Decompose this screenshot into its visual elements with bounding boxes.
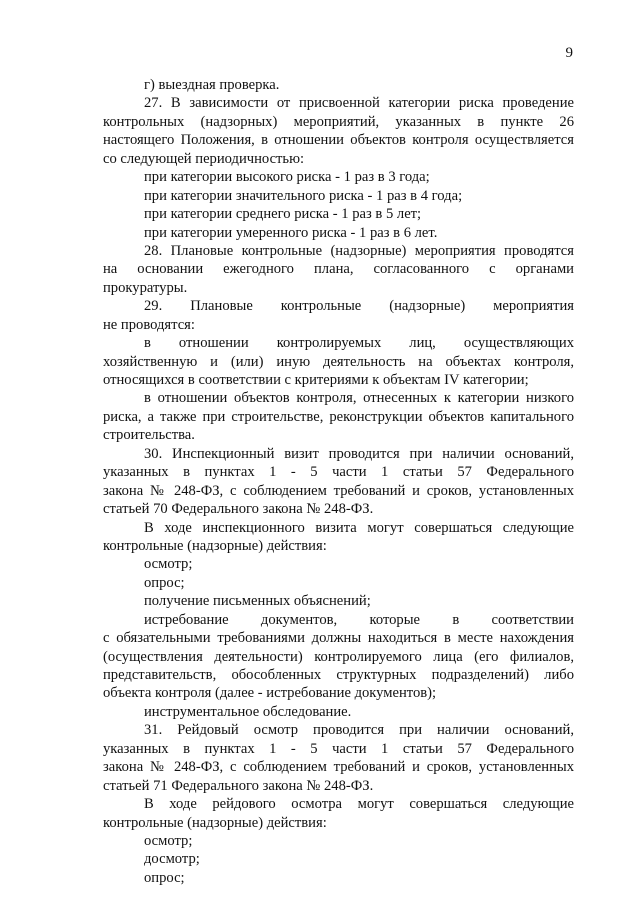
text-line: 31. Рейдовый осмотр проводится при наличии оснований, [144, 722, 574, 739]
text-line: получение письменных объяснений; [144, 593, 371, 610]
text-line: при категории значительного риска - 1 раз в 4 года; [144, 187, 463, 204]
text-line: риска, а также при строительстве, реконструкции объектов капитального [103, 408, 574, 425]
text-line: истребование документов, которые в соответствии [144, 611, 574, 628]
text-line: В ходе рейдового осмотра могут совершаться следующие [144, 796, 574, 813]
text-line: г) выездная проверка. [144, 77, 280, 93]
text-line: указанных в пунктах 1 - 5 части 1 статьи 57 Федерального [103, 464, 574, 481]
text-line: досмотр; [144, 851, 200, 868]
text-line: со следующей периодичностью: [103, 150, 305, 167]
text-line: строительства. [103, 427, 195, 444]
text-line: опрос; [144, 574, 185, 591]
text-line: прокуратуры. [103, 279, 188, 296]
text-line: В ходе инспекционного визита могут совершаться следующие [144, 519, 574, 536]
text-line: инструментальное обследование. [144, 703, 352, 720]
text-line: 28. Плановые контрольные (надзорные) мероприятия проводятся [144, 242, 574, 259]
text-line: 27. В зависимости от присвоенной категории риска проведение [144, 95, 574, 112]
text-line: осмотр; [144, 832, 193, 849]
text-line: относящихся в соответствии с критериями к объектам IV категории; [103, 372, 529, 388]
text-line: 30. Инспекционный визит проводится при наличии оснований, [144, 445, 574, 462]
text-line: в отношении объектов контроля, отнесенных к категории низкого [144, 390, 574, 407]
text-line: при категории умеренного риска - 1 раз в 6 лет. [144, 224, 438, 241]
text-line: статьей 70 Федерального закона № 248-ФЗ. [103, 501, 374, 518]
text-line: закона № 248-ФЗ, с соблюдением требований и сроков, установленных [103, 759, 574, 776]
text-line: объекта контроля (далее - истребование документов); [103, 685, 437, 702]
text-line: 29. Плановые контрольные (надзорные) мероприятия [144, 298, 574, 315]
text-line: контрольные (надзорные) действия: [103, 537, 327, 554]
text-line: хозяйственную и (или) иную деятельность на объектах контроля, [103, 353, 574, 370]
text-line: осмотр; [144, 556, 193, 573]
text-line: при категории высокого риска - 1 раз в 3 года; [144, 169, 430, 186]
text-line: контрольные (надзорные) действия: [103, 814, 327, 831]
text-line: на основании ежегодного плана, согласованного с органами [103, 261, 574, 278]
text-line: (осуществления деятельности) контролируемого лица (его филиалов, [103, 648, 574, 665]
text-line: контрольных (надзорных) мероприятий, указанных в пункте 26 [103, 113, 574, 130]
text-line: настоящего Положения, в отношении объектов контроля осуществляется [103, 132, 574, 149]
text-line: в отношении контролируемых лиц, осуществляющих [144, 335, 574, 352]
text-line: не проводятся: [103, 316, 195, 333]
text-line: представительств, обособленных структурных подразделений) либо [103, 667, 574, 683]
text-line: опрос; [144, 869, 185, 886]
page-number: 9 [565, 45, 573, 61]
text-line: указанных в пунктах 1 - 5 части 1 статьи 57 Федерального [103, 740, 574, 757]
document-body [103, 76, 574, 887]
text-line: статьей 71 Федерального закона № 248-ФЗ. [103, 777, 374, 794]
text-line: с обязательными требованиями должны находиться в месте нахождения [103, 630, 574, 647]
text-line: при категории среднего риска - 1 раз в 5 лет; [144, 206, 422, 223]
text-line: закона № 248-ФЗ, с соблюдением требований и сроков, установленных [103, 482, 574, 499]
